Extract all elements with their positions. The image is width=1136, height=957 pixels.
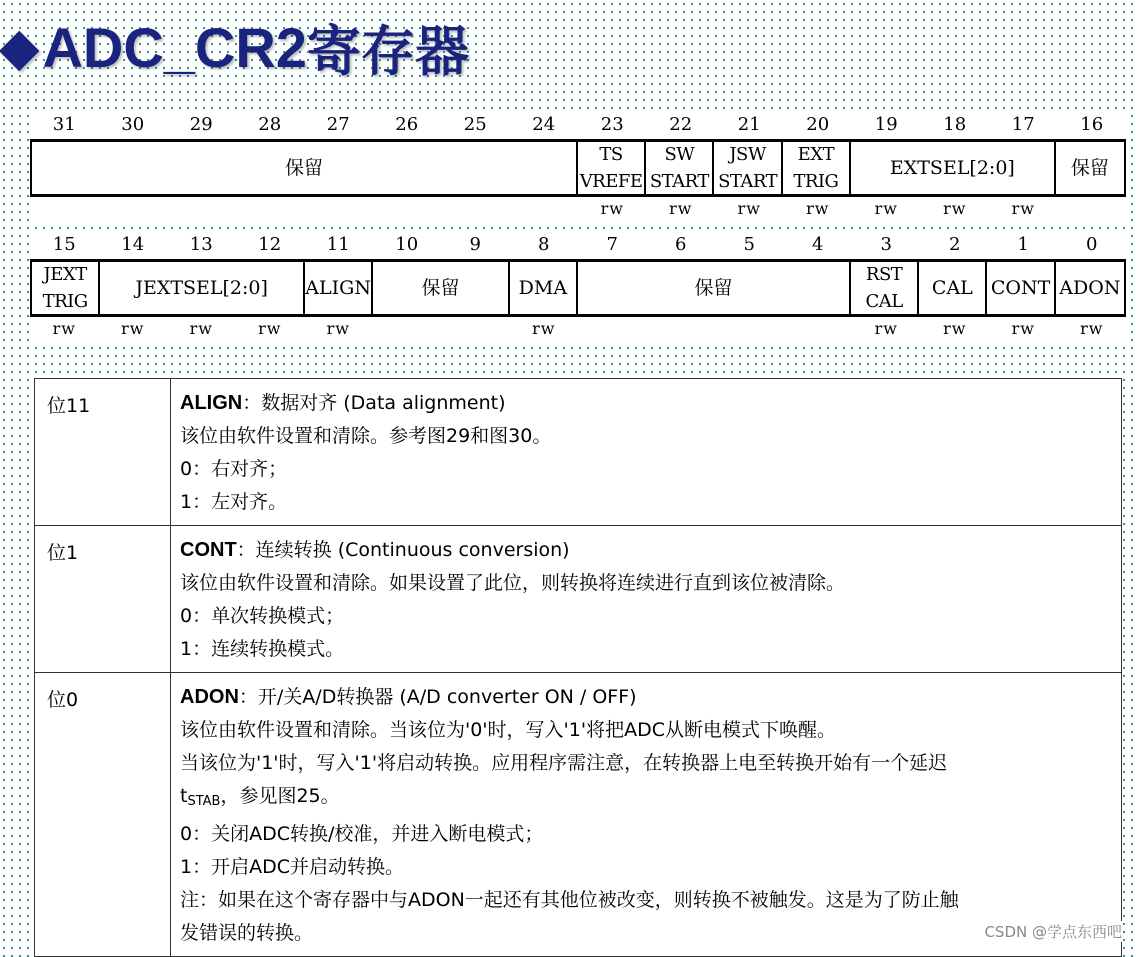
access-type: rw (189, 319, 213, 338)
access-type: rw (258, 319, 282, 338)
bit-number: 0 (1086, 234, 1098, 255)
bit-number: 4 (812, 234, 824, 255)
register-field: CONT (987, 262, 1055, 314)
access-type (373, 197, 442, 225)
description-text: 0：单次转换模式； (180, 605, 345, 627)
access-type (510, 197, 579, 225)
description-text: 该位由软件设置和清除。参考图29和图30。 (180, 425, 552, 447)
register-field: JEXTSEL[2:0] (100, 262, 305, 314)
bit-number: 24 (532, 114, 556, 135)
register-field: EXTSEL[2:0] (851, 142, 1056, 194)
bit-description (171, 673, 1122, 957)
access-type: rw (806, 199, 830, 218)
description-text: 发错误的转换。 (180, 922, 314, 944)
bit-number: 13 (189, 234, 213, 255)
field-row (30, 139, 1126, 197)
access-type (715, 317, 784, 345)
description-text: 1：开启ADC并启动转换。 (180, 856, 404, 878)
bit-number: 21 (737, 114, 761, 135)
description-text: 该位由软件设置和清除。当该位为'0'时，写入'1'将把ADC从断电模式下唤醒。 (180, 719, 836, 741)
access-type: rw (532, 319, 556, 338)
description-text: 0：右对齐； (180, 458, 288, 480)
watermark: CSDN @学点东西吧 (984, 923, 1122, 941)
table-row (35, 379, 1122, 526)
access-type: rw (737, 199, 761, 218)
access-type: rw (600, 199, 624, 218)
access-type: rw (1011, 199, 1035, 218)
bit-number: 19 (874, 114, 898, 135)
register-field: ALIGN (305, 262, 373, 314)
access-type: rw (326, 319, 350, 338)
table-row (35, 526, 1122, 673)
field-name: ALIGN (180, 392, 243, 414)
bit-number: 31 (52, 114, 76, 135)
access-type: rw (1080, 319, 1104, 338)
access-row (30, 197, 1126, 225)
access-type (784, 317, 853, 345)
bit-number: 8 (538, 234, 550, 255)
register-field: TS VREFE (578, 142, 646, 194)
access-type: rw (943, 199, 967, 218)
field-name: ADON (180, 686, 239, 708)
bit-number: 20 (806, 114, 830, 135)
bit-number: 11 (326, 234, 350, 255)
access-type (373, 317, 442, 345)
bit-index: 位1 (35, 526, 171, 673)
description-heading: ALIGN：数据对齐 (Data alignment) (180, 392, 506, 414)
register-field: DMA (510, 262, 578, 314)
access-type (647, 317, 716, 345)
bit-number: 22 (669, 114, 693, 135)
bit-number: 1 (1017, 234, 1029, 255)
access-type: rw (52, 319, 76, 338)
bit-number: 12 (258, 234, 282, 255)
access-type: rw (1011, 319, 1035, 338)
description-text: 该位由软件设置和清除。如果设置了此位，则转换将连续进行直到该位被清除。 (180, 572, 846, 594)
bit-number: 5 (743, 234, 755, 255)
description-text: 当该位为'1'时，写入'1'将启动转换。应用程序需注意，在转换器上电至转换开始有一个延迟 (180, 752, 948, 774)
bit-description (171, 526, 1122, 673)
description-text: $t_{STAB}$，参见图25。 (180, 785, 340, 809)
bit-number: 30 (121, 114, 145, 135)
access-type: rw (669, 199, 693, 218)
bit-description-table (34, 378, 1122, 957)
bit-number: 26 (395, 114, 419, 135)
access-type: rw (943, 319, 967, 338)
bit-number-row (30, 231, 1126, 259)
bit-description (171, 379, 1122, 526)
register-field: JSW START (714, 142, 782, 194)
access-row (30, 317, 1126, 345)
bit-number: 23 (600, 114, 624, 135)
field-name: CONT (180, 539, 237, 561)
access-type (1058, 197, 1127, 225)
access-type (30, 197, 99, 225)
register-field: JEXT TRIG (32, 262, 100, 314)
bit-number: 17 (1011, 114, 1035, 135)
title-suffix: 寄存器 (306, 19, 469, 83)
access-type (441, 197, 510, 225)
description-text: 注：如果在这个寄存器中与ADON一起还有其他位被改变，则转换不被触发。这是为了防止触 (180, 889, 959, 911)
bit-number: 15 (52, 234, 76, 255)
bit-number: 27 (326, 114, 350, 135)
bit-number: 28 (258, 114, 282, 135)
description-text: 1：左对齐。 (180, 491, 288, 513)
bit-number-row (30, 111, 1126, 139)
table-row (35, 673, 1122, 957)
register-field: 保留 (1070, 156, 1109, 179)
title-register-name: ADC_CR2 (42, 15, 307, 79)
register-field: EXT TRIG (783, 142, 851, 194)
bit-number: 6 (675, 234, 687, 255)
description-text: 0：关闭ADC转换/校准，并进入断电模式； (180, 823, 544, 845)
access-type: rw (121, 319, 145, 338)
register-field: ADON (1059, 276, 1121, 299)
description-heading: CONT：连续转换 (Continuous conversion) (180, 539, 570, 561)
bit-number: 10 (395, 234, 419, 255)
register-lower-half (30, 231, 1126, 345)
bit-number: 9 (469, 234, 481, 255)
register-field: 保留 (32, 142, 578, 194)
register-field: SW START (646, 142, 714, 194)
register-field: CAL (919, 262, 987, 314)
field-row (30, 259, 1126, 317)
bit-number: 29 (189, 114, 213, 135)
bit-number: 7 (606, 234, 618, 255)
access-type: rw (874, 319, 898, 338)
bit-number: 16 (1080, 114, 1104, 135)
bit-index: 位11 (35, 379, 171, 526)
description-heading: ADON：开/关A/D转换器 (A/D converter ON / OFF) (180, 686, 637, 708)
register-field: 保留 (578, 262, 851, 314)
access-type (236, 197, 305, 225)
page-title (0, 8, 469, 86)
register-field: RST CAL (851, 262, 919, 314)
bit-number: 2 (949, 234, 961, 255)
bit-index: 位0 (35, 673, 171, 957)
register-upper-half (30, 111, 1126, 225)
access-type (441, 317, 510, 345)
register-field: 保留 (373, 262, 510, 314)
access-type (167, 197, 236, 225)
access-type (99, 197, 168, 225)
bit-number: 18 (943, 114, 967, 135)
access-type (578, 317, 647, 345)
bit-number: 25 (463, 114, 487, 135)
description-text: 1：连续转换模式。 (180, 638, 345, 660)
bit-number: 3 (880, 234, 892, 255)
access-type (304, 197, 373, 225)
diamond-bullet-icon: ◆ (0, 19, 39, 75)
access-type: rw (874, 199, 898, 218)
bit-number: 14 (121, 234, 145, 255)
